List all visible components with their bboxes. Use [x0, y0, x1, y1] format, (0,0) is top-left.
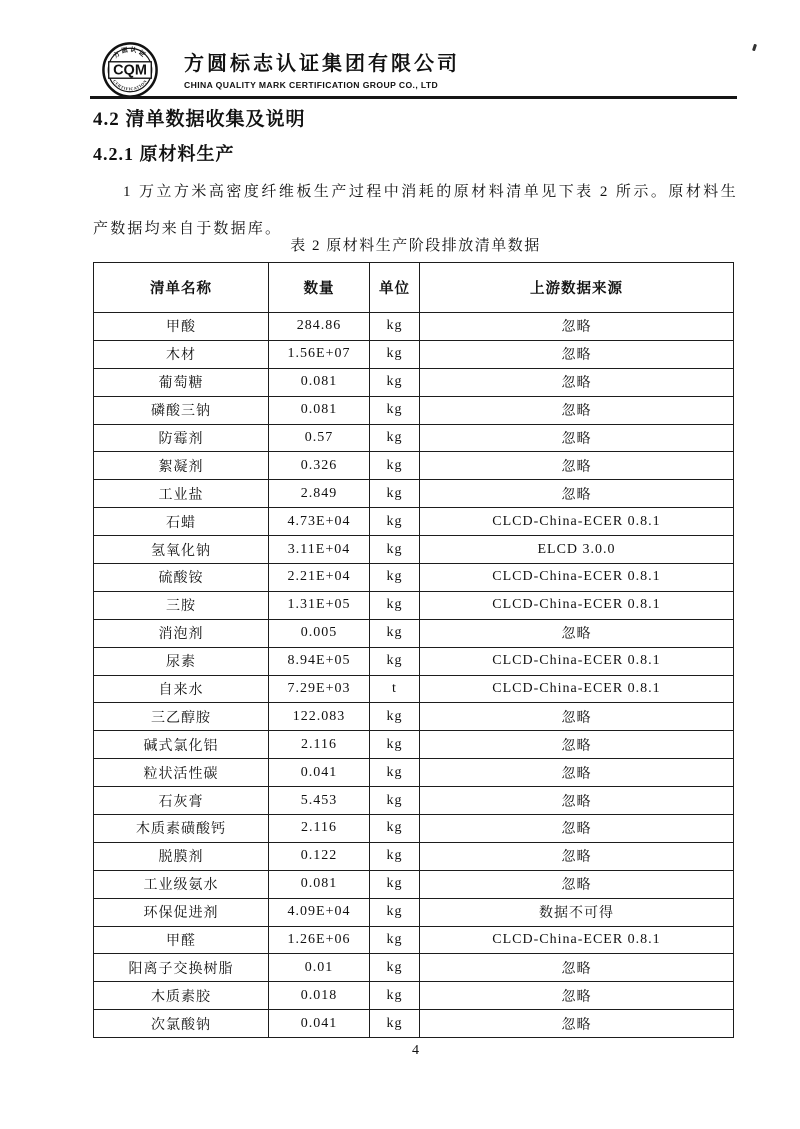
table-cell-unit: kg	[370, 564, 420, 592]
table-cell-quantity: 0.57	[269, 424, 370, 452]
logo-cqm-text: CQM	[113, 62, 147, 79]
table-cell-name: 脱膜剂	[94, 842, 269, 870]
table-cell-source: 忽略	[420, 619, 734, 647]
table-cell-unit: kg	[370, 898, 420, 926]
table-cell-quantity: 1.56E+07	[269, 340, 370, 368]
table-row	[94, 982, 734, 1010]
table-cell-quantity: 0.326	[269, 452, 370, 480]
table-cell-unit: kg	[370, 424, 420, 452]
table-row	[94, 424, 734, 452]
table-cell-source: 忽略	[420, 313, 734, 341]
table-cell-unit: kg	[370, 870, 420, 898]
table-cell-quantity: 4.73E+04	[269, 508, 370, 536]
table-cell-quantity: 5.453	[269, 787, 370, 815]
table-cell-quantity: 0.122	[269, 842, 370, 870]
header-divider	[90, 96, 737, 99]
table-row	[94, 396, 734, 424]
table-cell-quantity: 122.083	[269, 703, 370, 731]
subsection-heading: 4.2.1 原材料生产	[93, 144, 235, 164]
table-cell-name: 木质素磺酸钙	[94, 815, 269, 843]
table-row	[94, 368, 734, 396]
table-cell-source: 忽略	[420, 340, 734, 368]
table-cell-unit: kg	[370, 982, 420, 1010]
table-cell-source: CLCD-China-ECER 0.8.1	[420, 647, 734, 675]
table-cell-quantity: 0.018	[269, 982, 370, 1010]
table-cell-name: 磷酸三钠	[94, 396, 269, 424]
table-cell-unit: kg	[370, 926, 420, 954]
table-cell-unit: kg	[370, 396, 420, 424]
table-cell-source: CLCD-China-ECER 0.8.1	[420, 591, 734, 619]
table-cell-quantity: 0.01	[269, 954, 370, 982]
table-cell-source: CLCD-China-ECER 0.8.1	[420, 508, 734, 536]
table-header-cell-source: 上游数据来源	[420, 263, 734, 313]
table-header-cell-quantity: 数量	[269, 263, 370, 313]
table-cell-unit: t	[370, 675, 420, 703]
table-cell-source: 忽略	[420, 731, 734, 759]
table-cell-unit: kg	[370, 340, 420, 368]
table-cell-unit: kg	[370, 536, 420, 564]
table-header-row	[94, 263, 734, 313]
table-row	[94, 313, 734, 341]
body-paragraph: 1 万立方米高密度纤维板生产过程中消耗的原材料清单见下表 2 所示。原材料生产数据均来自于数据库。	[93, 184, 738, 237]
table-header-cell-name: 清单名称	[94, 263, 269, 313]
table-row	[94, 842, 734, 870]
inventory-table-head	[94, 263, 734, 313]
table-cell-unit: kg	[370, 368, 420, 396]
table-cell-quantity: 284.86	[269, 313, 370, 341]
table-cell-source: 忽略	[420, 452, 734, 480]
table-cell-source: 忽略	[420, 703, 734, 731]
company-name-block	[184, 47, 460, 90]
table-cell-quantity: 0.041	[269, 759, 370, 787]
table-cell-quantity: 2.21E+04	[269, 564, 370, 592]
table-cell-unit: kg	[370, 647, 420, 675]
inventory-table-wrap	[93, 262, 733, 1038]
svg-text:CERTIFICATION	[112, 79, 148, 92]
table-cell-unit: kg	[370, 591, 420, 619]
table-row	[94, 536, 734, 564]
table-cell-source: 忽略	[420, 1010, 734, 1038]
table-cell-name: 三胺	[94, 591, 269, 619]
table-cell-source: CLCD-China-ECER 0.8.1	[420, 926, 734, 954]
table-cell-source: CLCD-China-ECER 0.8.1	[420, 675, 734, 703]
table-cell-name: 甲酸	[94, 313, 269, 341]
table-cell-unit: kg	[370, 313, 420, 341]
table-cell-quantity: 0.041	[269, 1010, 370, 1038]
table-cell-name: 次氯酸钠	[94, 1010, 269, 1038]
table-caption: 表 2 原材料生产阶段排放清单数据	[290, 238, 541, 254]
table-cell-name: 阳离子交换树脂	[94, 954, 269, 982]
table-cell-name: 工业盐	[94, 480, 269, 508]
table-cell-quantity: 1.26E+06	[269, 926, 370, 954]
table-cell-unit: kg	[370, 480, 420, 508]
table-cell-quantity: 0.081	[269, 368, 370, 396]
table-cell-quantity: 0.005	[269, 619, 370, 647]
table-cell-source: 数据不可得	[420, 898, 734, 926]
table-cell-source: 忽略	[420, 396, 734, 424]
scan-artifact	[752, 44, 757, 52]
table-cell-quantity: 2.116	[269, 731, 370, 759]
logo-arc-bottom-text: CERTIFICATION	[112, 78, 148, 92]
table-cell-quantity: 3.11E+04	[269, 536, 370, 564]
table-cell-quantity: 8.94E+05	[269, 647, 370, 675]
table-cell-source: ELCD 3.0.0	[420, 536, 734, 564]
table-cell-quantity: 1.31E+05	[269, 591, 370, 619]
table-cell-quantity: 0.081	[269, 870, 370, 898]
table-row	[94, 898, 734, 926]
cqm-seal-icon	[101, 41, 159, 99]
table-cell-name: 石灰膏	[94, 787, 269, 815]
table-cell-unit: kg	[370, 815, 420, 843]
table-cell-source: CLCD-China-ECER 0.8.1	[420, 564, 734, 592]
table-cell-unit: kg	[370, 954, 420, 982]
table-row	[94, 870, 734, 898]
table-cell-name: 三乙醇胺	[94, 703, 269, 731]
company-name-en: CHINA QUALITY MARK CERTIFICATION GROUP CO., LTD	[184, 80, 439, 90]
table-cell-unit: kg	[370, 787, 420, 815]
table-row	[94, 591, 734, 619]
table-cell-name: 甲醛	[94, 926, 269, 954]
table-cell-quantity: 2.849	[269, 480, 370, 508]
table-cell-source: 忽略	[420, 480, 734, 508]
table-cell-unit: kg	[370, 508, 420, 536]
table-row	[94, 926, 734, 954]
table-cell-source: 忽略	[420, 759, 734, 787]
table-row	[94, 954, 734, 982]
table-cell-name: 木质素胶	[94, 982, 269, 1010]
table-cell-quantity: 0.081	[269, 396, 370, 424]
table-cell-unit: kg	[370, 703, 420, 731]
table-cell-quantity: 4.09E+04	[269, 898, 370, 926]
logo-arc-top-text: 方圆认证	[112, 46, 148, 60]
page-number: 4	[412, 1043, 419, 1058]
table-row	[94, 787, 734, 815]
table-cell-name: 硫酸铵	[94, 564, 269, 592]
table-cell-quantity: 7.29E+03	[269, 675, 370, 703]
table-cell-unit: kg	[370, 1010, 420, 1038]
table-cell-source: 忽略	[420, 424, 734, 452]
table-cell-name: 木材	[94, 340, 269, 368]
table-row	[94, 340, 734, 368]
table-cell-name: 石蜡	[94, 508, 269, 536]
table-cell-source: 忽略	[420, 368, 734, 396]
table-cell-name: 工业级氨水	[94, 870, 269, 898]
inventory-table-body	[94, 313, 734, 1038]
section-heading: 4.2 清单数据收集及说明	[93, 109, 306, 130]
table-cell-name: 粒状活性碳	[94, 759, 269, 787]
table-cell-unit: kg	[370, 842, 420, 870]
table-row	[94, 759, 734, 787]
table-row	[94, 675, 734, 703]
table-cell-source: 忽略	[420, 787, 734, 815]
table-row	[94, 480, 734, 508]
table-cell-name: 自来水	[94, 675, 269, 703]
table-row	[94, 508, 734, 536]
table-cell-name: 防霉剂	[94, 424, 269, 452]
table-header-cell-unit: 单位	[370, 263, 420, 313]
table-cell-name: 尿素	[94, 647, 269, 675]
table-cell-quantity: 2.116	[269, 815, 370, 843]
table-cell-unit: kg	[370, 619, 420, 647]
company-name-zh: 方圆标志认证集团有限公司	[184, 53, 460, 75]
table-row	[94, 815, 734, 843]
table-cell-source: 忽略	[420, 870, 734, 898]
table-cell-name: 碱式氯化铝	[94, 731, 269, 759]
table-cell-name: 葡萄糖	[94, 368, 269, 396]
table-cell-name: 环保促进剂	[94, 898, 269, 926]
table-row	[94, 452, 734, 480]
inventory-table	[93, 262, 734, 1038]
table-cell-name: 消泡剂	[94, 619, 269, 647]
table-cell-unit: kg	[370, 452, 420, 480]
table-cell-source: 忽略	[420, 842, 734, 870]
table-row	[94, 703, 734, 731]
table-cell-unit: kg	[370, 759, 420, 787]
table-cell-name: 絮凝剂	[94, 452, 269, 480]
table-cell-name: 氢氧化钠	[94, 536, 269, 564]
table-cell-unit: kg	[370, 731, 420, 759]
table-row	[94, 647, 734, 675]
table-cell-source: 忽略	[420, 982, 734, 1010]
table-row	[94, 1010, 734, 1038]
table-cell-source: 忽略	[420, 954, 734, 982]
table-cell-source: 忽略	[420, 815, 734, 843]
table-row	[94, 619, 734, 647]
table-row	[94, 731, 734, 759]
table-row	[94, 564, 734, 592]
